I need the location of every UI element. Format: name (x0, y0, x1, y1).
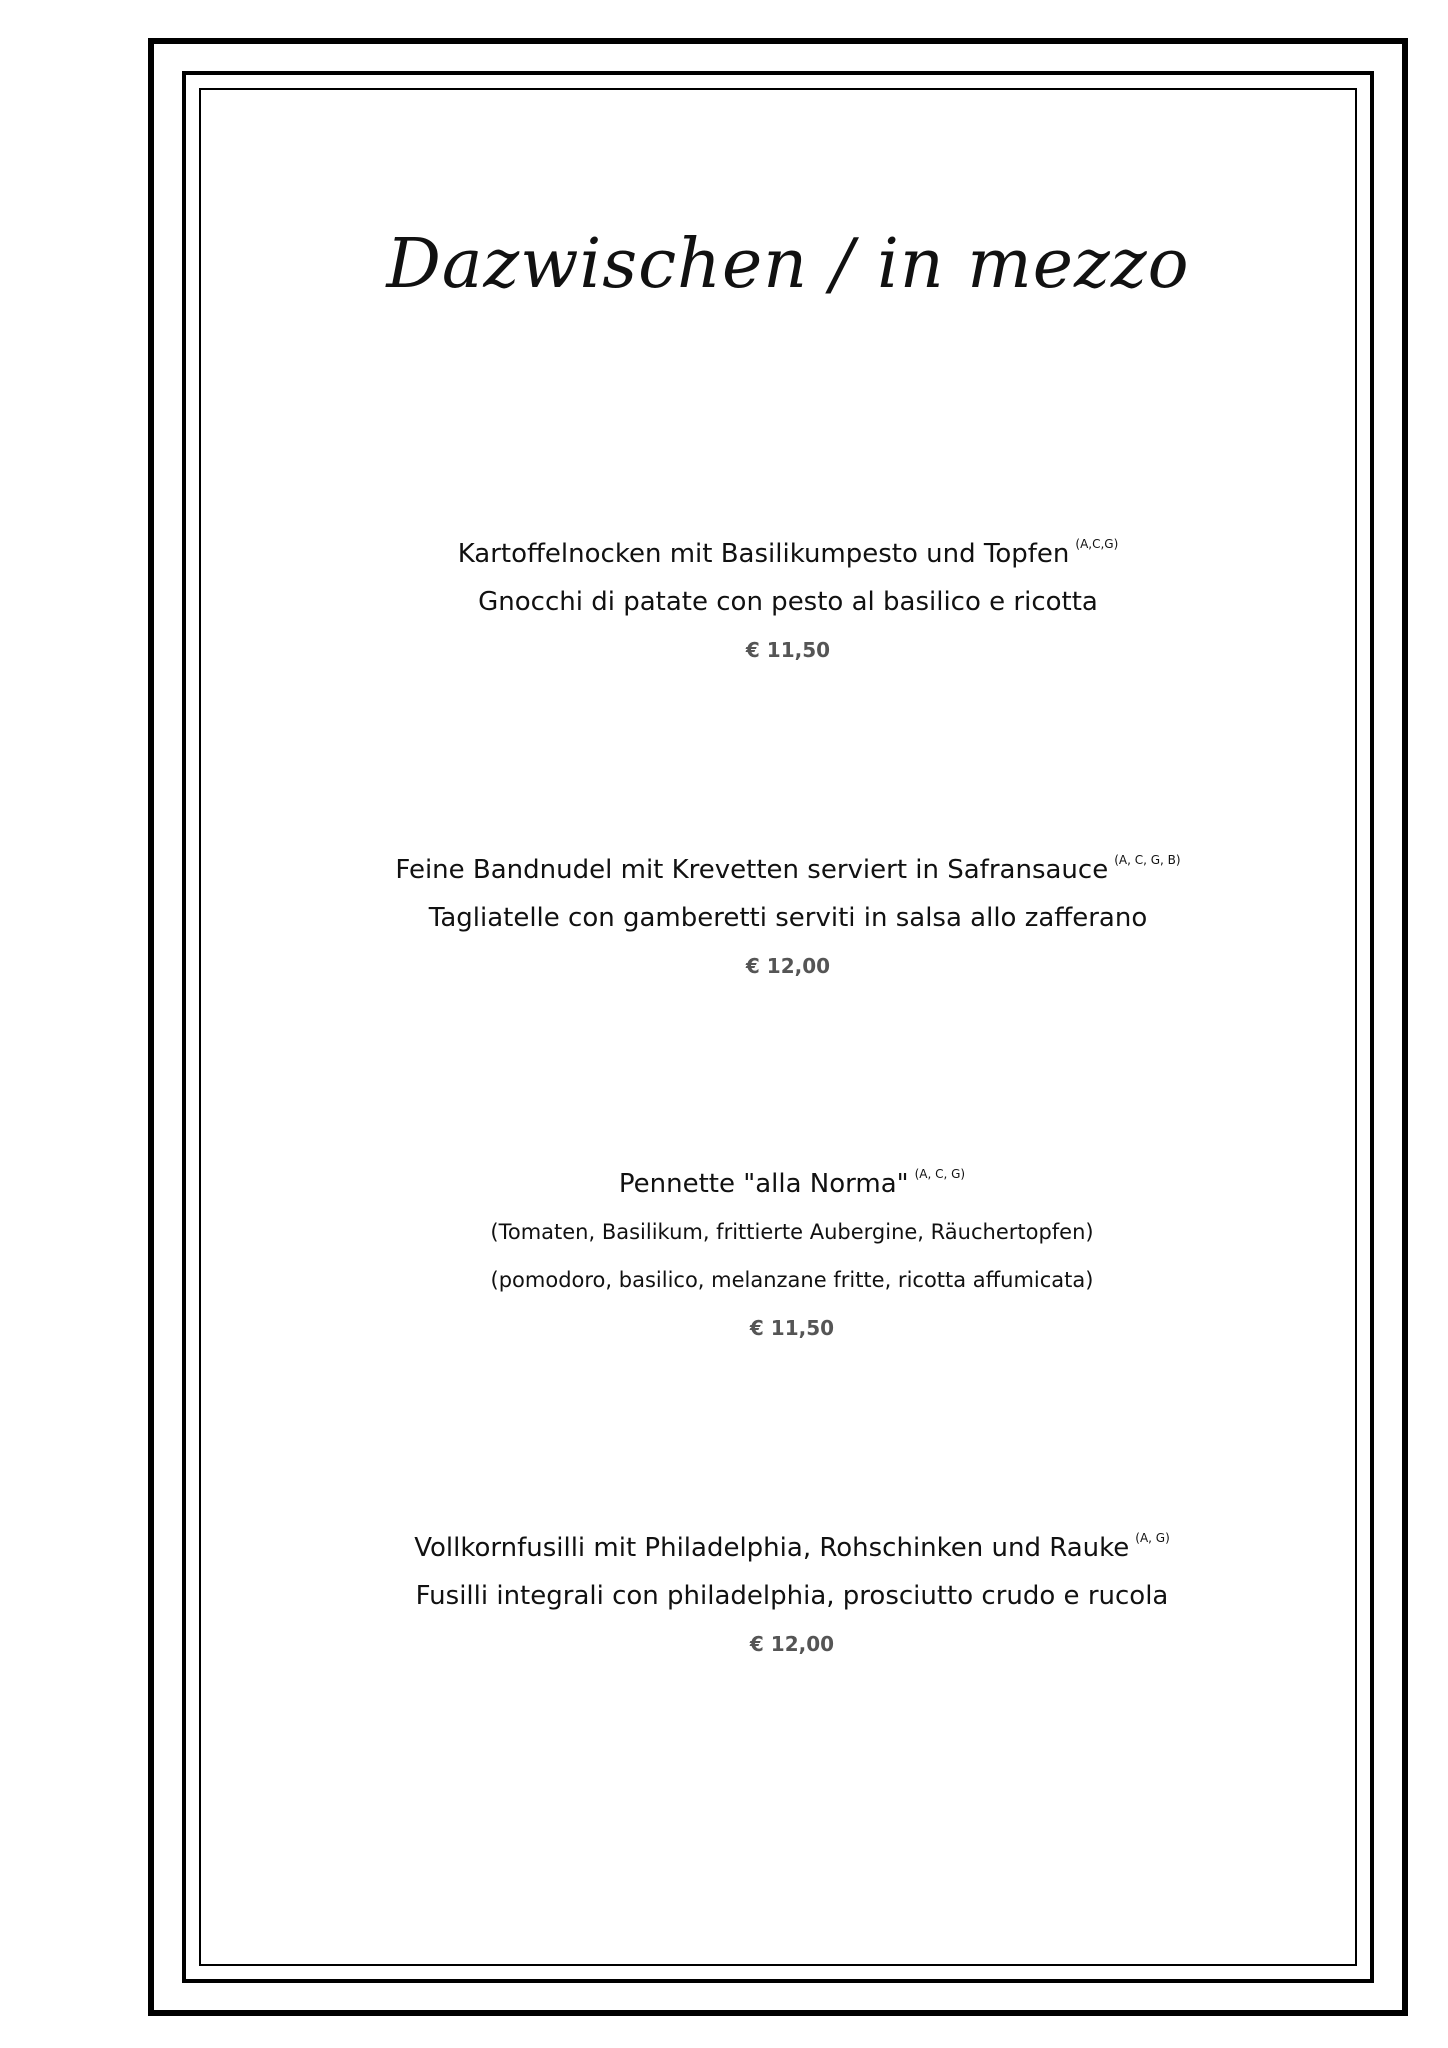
inner-border (199, 88, 1357, 1966)
dish-name-de: Kartoffelnocken mit Basilikumpesto und Topfen $^{(A,C,G)}$ (457, 537, 1119, 569)
dish-name-de: Pennette "alla Norma" $^{(A, C, G)}$ (618, 1167, 966, 1199)
dish-3 (68, 1150, 1448, 1352)
dish-name-it: Fusilli integrali con philadelphia, prosciutto crudo e rucola (415, 1581, 1169, 1611)
dish-price: € 12,00 (749, 1632, 835, 1656)
dish-name-de: Vollkornfusilli mit Philadelphia, Rohschinken und Rauke $^{(A, G)}$ (414, 1531, 1170, 1563)
menu-title: Dazwischen / in mezzo (386, 225, 1190, 304)
allergen-codes: (A, C, G, B) (1114, 853, 1181, 867)
dish-name-de: Feine Bandnudel mit Krevetten serviert in Safransauce $^{(A, C, G, B)}$ (395, 853, 1181, 885)
dish-name-it: Tagliatelle con gamberetti serviti in salsa allo zafferano (428, 903, 1148, 933)
allergen-codes: (A,C,G) (1075, 537, 1119, 551)
dish-4 (68, 1514, 1448, 1668)
allergen-codes: (A, C, G) (914, 1167, 966, 1181)
dish-name-it: Gnocchi di patate con pesto al basilico e ricotta (478, 587, 1098, 617)
allergen-codes: (A, G) (1135, 1531, 1170, 1545)
dish-price: € 12,00 (745, 954, 831, 978)
dish-price: € 11,50 (749, 1316, 835, 1340)
dish-1 (64, 520, 1448, 674)
dish-description-it: (pomodoro, basilico, melanzane fritte, ricotta affumicata) (490, 1268, 1094, 1292)
dish-description-de: (Tomaten, Basilikum, frittierte Aubergine, Räuchertopfen) (490, 1220, 1094, 1244)
dish-price: € 11,50 (745, 638, 831, 662)
dish-2 (64, 836, 1448, 990)
